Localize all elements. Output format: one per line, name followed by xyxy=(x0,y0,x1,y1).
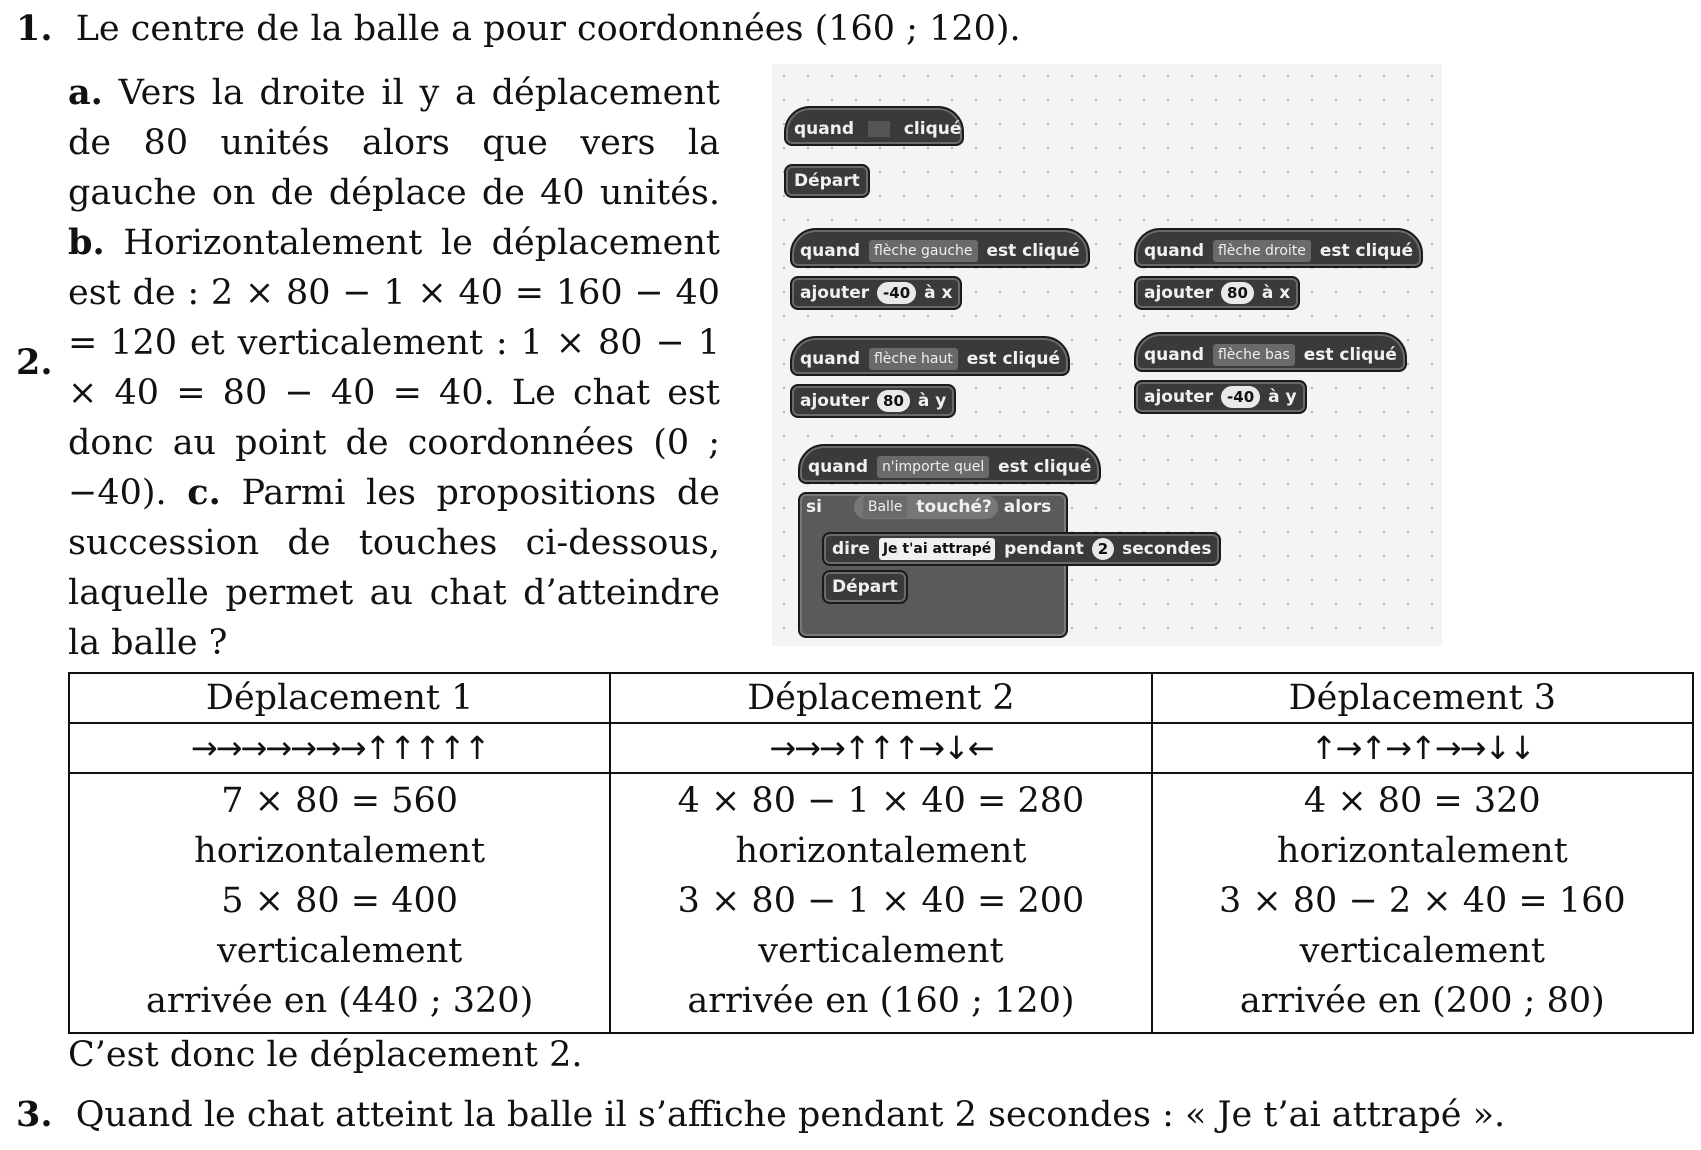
sprite-dropdown: Balle xyxy=(863,496,908,518)
question-2-number: 2. xyxy=(16,342,53,383)
table-cell xyxy=(69,773,610,1033)
block-text: cliqué xyxy=(903,119,962,139)
block-text: quand xyxy=(808,457,869,477)
cell-line: verticalement xyxy=(1299,931,1545,971)
block-text: à x xyxy=(924,283,953,303)
block-text: dire xyxy=(832,539,870,559)
block-text: à y xyxy=(917,391,947,411)
cell-line: horizontalement xyxy=(194,831,486,871)
value-pill: 80 xyxy=(1221,282,1254,304)
table-header: Déplacement 3 xyxy=(1152,673,1693,723)
part-b-text: Horizontalement le déplacement est de : 2 × 80 − 1 × 40 = 160 − 40 = 120 et verticalement : 1 × 80 − 1 × 40 = 80 − 40 = 40. xyxy=(68,223,720,413)
cell-line: 4 × 80 − 1 × 40 = 280 xyxy=(677,781,1085,821)
block-text: à y xyxy=(1268,387,1297,407)
down-arrow-hat-block xyxy=(1134,332,1407,372)
block-text: touché? xyxy=(916,497,992,517)
key-dropdown: flèche haut xyxy=(869,348,958,370)
block-text: ajouter xyxy=(1144,283,1214,303)
cell-line: arrivée en (200 ; 80) xyxy=(1239,981,1605,1021)
table-header: Déplacement 1 xyxy=(69,673,610,723)
green-flag-hat-block xyxy=(784,106,964,146)
part-c-text: Parmi les propositions de succession de touches ci-dessous, laquelle permet au chat d’atteindre la balle ? xyxy=(68,473,720,663)
block-text: quand xyxy=(1144,345,1205,365)
depart-block xyxy=(784,164,870,198)
block-text: quand xyxy=(800,241,861,261)
block-text: quand xyxy=(1144,241,1205,261)
question-1 xyxy=(16,4,1021,54)
value-pill: 2 xyxy=(1092,538,1114,560)
block-text: quand xyxy=(794,119,855,139)
block-text: si xyxy=(806,497,822,517)
value-pill: 80 xyxy=(877,390,910,412)
block-text: Départ xyxy=(794,171,860,191)
any-key-hat-block xyxy=(798,444,1101,484)
table-cell xyxy=(1152,773,1693,1033)
question-2-text xyxy=(68,68,720,668)
block-text: à x xyxy=(1261,283,1291,303)
block-text: ajouter xyxy=(800,283,870,303)
block-text: Départ xyxy=(832,577,898,597)
block-text: secondes xyxy=(1122,539,1212,559)
depart-block xyxy=(822,570,908,604)
part-c-label: c. xyxy=(187,472,221,513)
add-x-block xyxy=(790,276,962,310)
cell-line: arrivée en (440 ; 320) xyxy=(146,981,534,1021)
part-b-result: Le chat est donc au point de coordonnées (0 ; −40). xyxy=(68,373,720,513)
table-header-row xyxy=(69,673,1693,723)
value-pill: -40 xyxy=(877,282,916,304)
key-dropdown: flèche bas xyxy=(1213,344,1295,366)
right-arrow-hat-block xyxy=(1134,228,1423,268)
table-header: Déplacement 2 xyxy=(610,673,1151,723)
cell-line: horizontalement xyxy=(735,831,1027,871)
touching-sensor xyxy=(854,495,998,519)
say-block xyxy=(822,532,1221,566)
conclusion: C’est donc le déplacement 2. xyxy=(68,1035,583,1075)
block-text: quand xyxy=(800,349,861,369)
question-3 xyxy=(16,1090,1505,1140)
cell-line: verticalement xyxy=(216,931,463,971)
cell-line: horizontalement xyxy=(1276,831,1568,871)
table-arrows-row xyxy=(69,723,1693,773)
up-arrow-hat-block xyxy=(790,336,1070,376)
cell-line: 3 × 80 − 2 × 40 = 160 xyxy=(1218,881,1626,921)
scratch-program-image xyxy=(772,64,1442,646)
arrow-sequence: ↑→↑→↑→→↓↓ xyxy=(1152,723,1693,773)
add-y-block xyxy=(1134,380,1307,414)
cell-line: 4 × 80 = 320 xyxy=(1303,781,1541,821)
block-text: est cliqué xyxy=(966,349,1060,369)
cell-line: 5 × 80 = 400 xyxy=(221,881,459,921)
cell-line: verticalement xyxy=(758,931,1004,971)
part-a-label: a. xyxy=(68,72,103,113)
question-1-text: Le centre de la balle a pour coordonnées (160 ; 120). xyxy=(75,9,1021,49)
table-cell xyxy=(610,773,1151,1033)
if-condition xyxy=(798,492,1059,522)
question-3-text: Quand le chat atteint la balle il s’affiche pendant 2 secondes : « Je t’ai attrapé ». xyxy=(75,1095,1506,1135)
key-dropdown: n'importe quel xyxy=(877,456,989,478)
add-x-block xyxy=(1134,276,1300,310)
part-b-label: b. xyxy=(68,222,105,263)
question-3-number: 3. xyxy=(16,1094,53,1135)
block-text: est cliqué xyxy=(1319,241,1414,261)
question-1-number: 1. xyxy=(16,8,53,49)
value-pill: -40 xyxy=(1221,386,1260,408)
green-flag-icon xyxy=(868,121,890,137)
arrow-sequence: →→→→→→→↑↑↑↑↑ xyxy=(69,723,610,773)
cell-line: arrivée en (160 ; 120) xyxy=(687,981,1075,1021)
left-arrow-hat-block xyxy=(790,228,1090,268)
displacement-table xyxy=(68,672,1694,1034)
block-text: ajouter xyxy=(1144,387,1214,407)
arrow-sequence: →→→↑↑↑→↓← xyxy=(610,723,1151,773)
key-dropdown: flèche droite xyxy=(1213,240,1311,262)
cell-line: 3 × 80 − 1 × 40 = 200 xyxy=(677,881,1085,921)
block-text: est cliqué xyxy=(986,241,1080,261)
block-text: ajouter xyxy=(800,391,870,411)
add-y-block xyxy=(790,384,956,418)
block-text: alors xyxy=(1003,497,1052,517)
block-text: est cliqué xyxy=(998,457,1092,477)
table-row xyxy=(69,773,1693,1033)
key-dropdown: flèche gauche xyxy=(869,240,978,262)
block-text: est cliqué xyxy=(1303,345,1397,365)
message-field: Je t'ai attrapé xyxy=(879,538,995,560)
cell-line: 7 × 80 = 560 xyxy=(221,781,459,821)
block-text: pendant xyxy=(1004,539,1084,559)
part-a-text: Vers la droite il y a déplacement de 80 unités alors que vers la gauche on de déplace de 40 unités. xyxy=(68,73,720,213)
